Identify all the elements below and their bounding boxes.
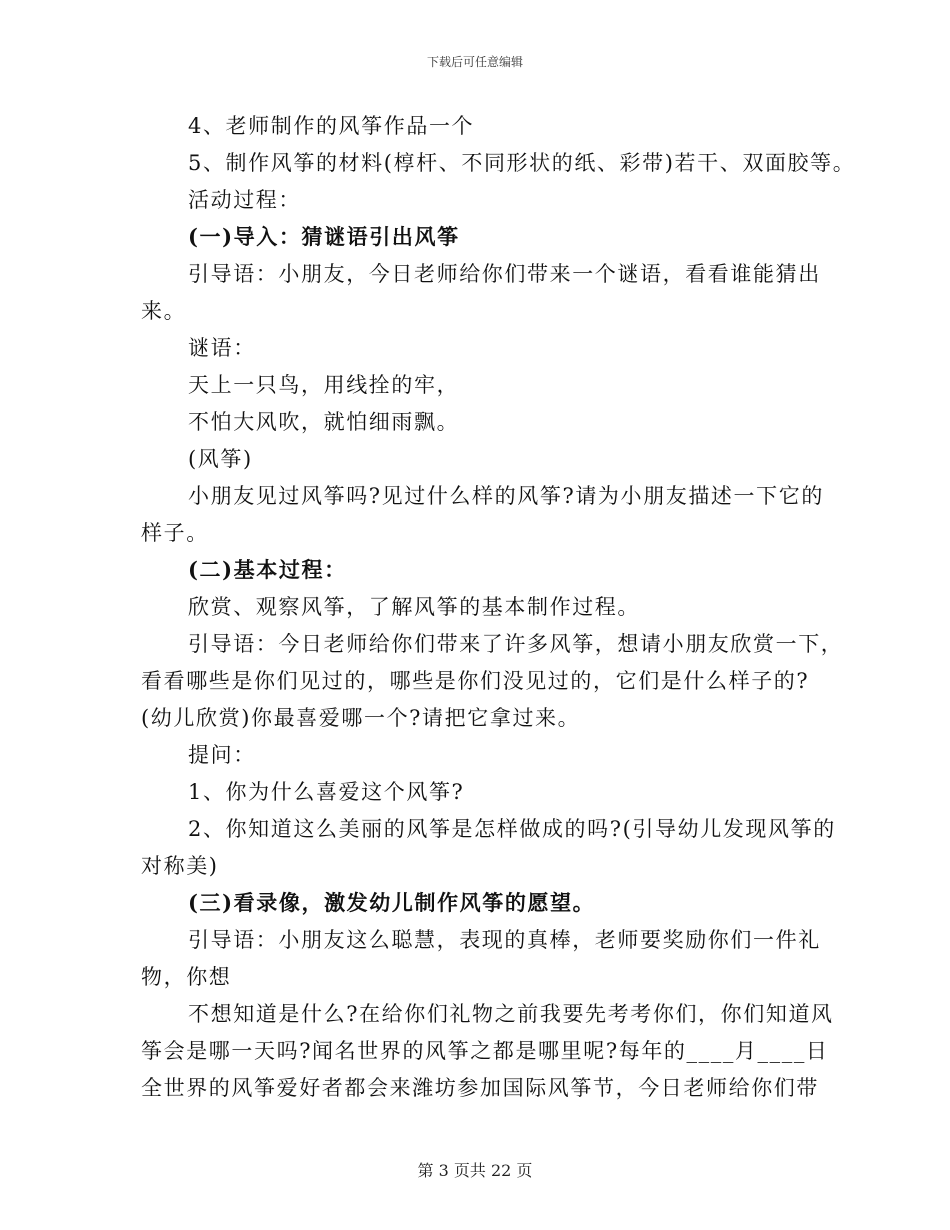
riddle-line-2: 不怕大风吹，就怕细雨飘。: [188, 410, 460, 434]
paragraph-line: 全世界的风筝爱好者都会来潍坊参加国际风筝节，今日老师给你们带: [141, 1076, 819, 1100]
paragraph-line: (幼儿欣赏)你最喜爱哪一个?请把它拿过来。: [141, 706, 581, 730]
paragraph-line: 看看哪些是你们见过的，哪些是你们没见过的，它们是什么样子的?: [141, 669, 810, 693]
question-item-1: 1、你为什么喜爱这个风筝?: [188, 780, 465, 804]
paragraph-line: 筝会是哪一天吗?闻名世界的风筝之都是哪里呢?每年的____月____日: [141, 1039, 829, 1063]
riddle-line-1: 天上一只鸟，用线拴的牢，: [188, 373, 460, 397]
paragraph-line: 不想知道是什么?在给你们礼物之前我要先考考你们，你们知道风: [188, 1002, 834, 1026]
question-label: 提问：: [188, 743, 256, 767]
page-footer: 第 3 页共 22 页: [417, 1161, 533, 1180]
material-item-5: 5、制作风筝的材料(椁杆、不同形状的纸、彩带)若干、双面胶等。: [188, 151, 856, 175]
section-2-heading: (二)基本过程：: [188, 557, 347, 582]
question-item-2: 2、你知道这么美丽的风筝是怎样做成的吗?(引导幼儿发现风筝的: [188, 817, 836, 841]
paragraph-line: 对称美): [141, 854, 219, 878]
paragraph-line: 引导语：小朋友这么聪慧，表现的真棒，老师要奖励你们一件礼: [188, 928, 821, 952]
paragraph-line: 引导语：小朋友，今日老师给你们带来一个谜语，看看谁能猜出: [188, 262, 821, 286]
paragraph-line: 欣赏、观察风筝，了解风筝的基本制作过程。: [188, 595, 640, 619]
riddle-answer: (风筝): [188, 447, 253, 471]
section-1-heading: (一)导入：猜谜语引出风筝: [188, 224, 460, 249]
paragraph-line: 小朋友见过风筝吗?见过什么样的风筝?请为小朋友描述一下它的: [188, 484, 824, 508]
riddle-label: 谜语：: [188, 336, 256, 360]
paragraph-line: 引导语：今日老师给你们带来了许多风筝，想请小朋友欣赏一下，: [188, 632, 844, 656]
paragraph-line: 样子。: [141, 521, 209, 545]
page-header: 下载后可任意编辑: [426, 55, 523, 69]
paragraph-line: 来。: [141, 299, 187, 323]
section-3-heading: (三)看录像，激发幼儿制作风筝的愿望。: [188, 890, 596, 915]
activity-process-heading: 活动过程：: [188, 188, 301, 212]
paragraph-line: 物，你想: [141, 965, 232, 989]
material-item-4: 4、老师制作的风筝作品一个: [188, 114, 475, 138]
